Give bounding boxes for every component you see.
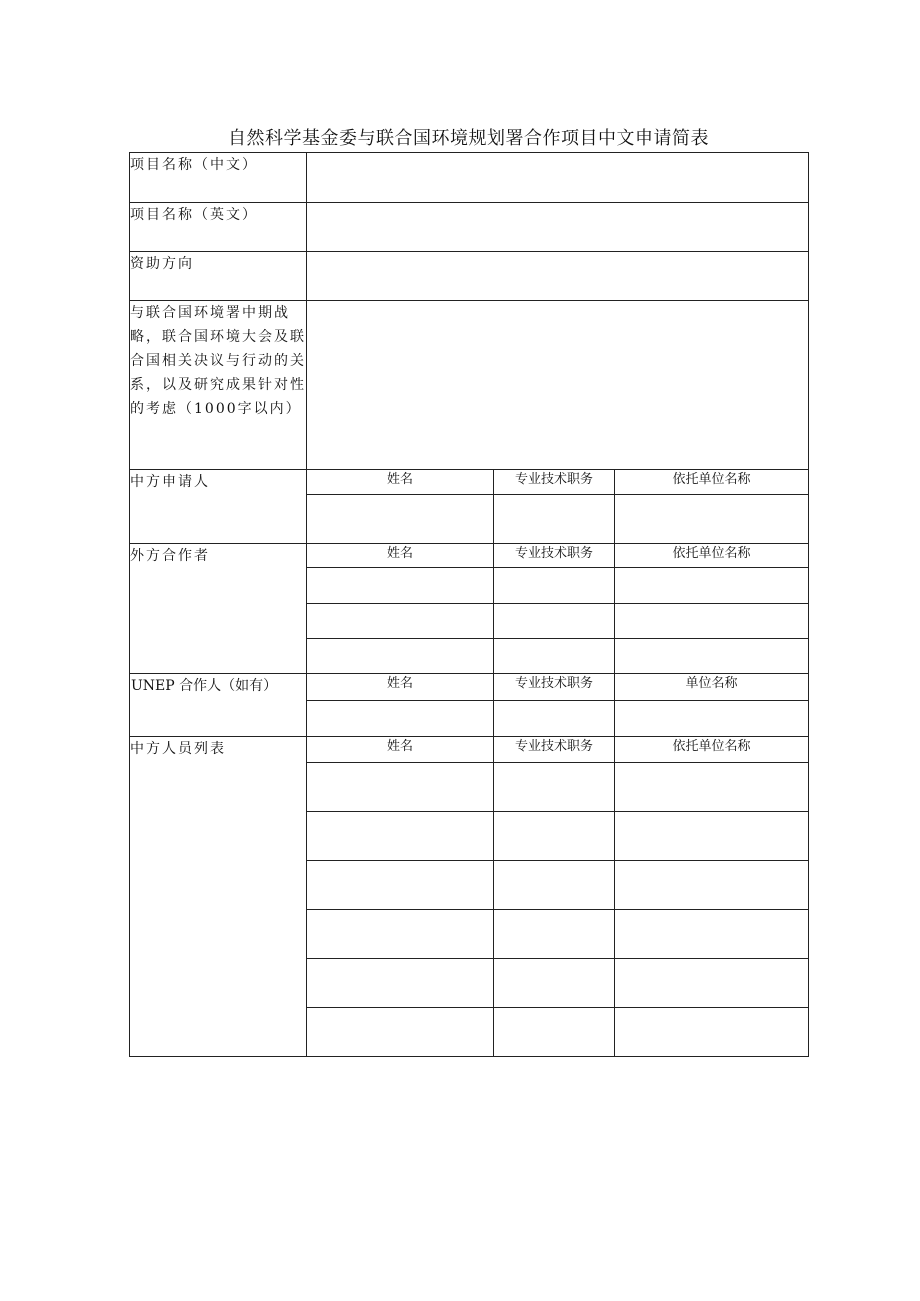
col-org-header: 依托单位名称	[615, 470, 809, 495]
col-title-header: 专业技术职务	[494, 470, 615, 495]
title-cell[interactable]	[494, 763, 615, 812]
name-cell[interactable]	[307, 604, 494, 639]
funding-direction-field[interactable]	[307, 252, 809, 301]
col-org-header: 单位名称	[615, 674, 809, 701]
project-name-cn-label: 项目名称（中文）	[130, 153, 307, 203]
cn-personnel-header-row	[130, 737, 809, 763]
name-cell[interactable]	[307, 639, 494, 674]
cn-applicant-header-row	[130, 470, 809, 495]
row-project-name-cn	[130, 153, 809, 203]
col-name-header: 姓名	[307, 674, 494, 701]
name-cell[interactable]	[307, 812, 494, 861]
name-cell[interactable]	[307, 568, 494, 604]
org-cell[interactable]	[615, 763, 809, 812]
row-relevance	[130, 301, 809, 470]
project-name-cn-field[interactable]	[307, 153, 809, 203]
relevance-field[interactable]	[307, 301, 809, 470]
title-cell[interactable]	[494, 1008, 615, 1057]
title-cell[interactable]	[494, 812, 615, 861]
col-title-header: 专业技术职务	[494, 737, 615, 763]
unep-partner-label: UNEP 合作人（如有）	[130, 674, 307, 737]
org-cell[interactable]	[615, 701, 809, 737]
col-org-header: 依托单位名称	[615, 737, 809, 763]
foreign-partner-label: 外方合作者	[130, 544, 307, 674]
application-form-table	[129, 152, 809, 1057]
title-cell[interactable]	[494, 495, 615, 544]
cn-applicant-label: 中方申请人	[130, 470, 307, 544]
org-cell[interactable]	[615, 604, 809, 639]
title-cell[interactable]	[494, 910, 615, 959]
org-cell[interactable]	[615, 959, 809, 1008]
col-title-header: 专业技术职务	[494, 544, 615, 568]
title-cell[interactable]	[494, 604, 615, 639]
org-cell[interactable]	[615, 639, 809, 674]
name-cell[interactable]	[307, 1008, 494, 1057]
cn-personnel-label: 中方人员列表	[130, 737, 307, 1057]
title-cell[interactable]	[494, 568, 615, 604]
org-cell[interactable]	[615, 568, 809, 604]
unep-partner-header-row	[130, 674, 809, 701]
name-cell[interactable]	[307, 910, 494, 959]
foreign-partner-header-row	[130, 544, 809, 568]
org-cell[interactable]	[615, 861, 809, 910]
col-title-header: 专业技术职务	[494, 674, 615, 701]
row-funding-direction	[130, 252, 809, 301]
title-cell[interactable]	[494, 959, 615, 1008]
org-cell[interactable]	[615, 495, 809, 544]
document-title: 自然科学基金委与联合国环境规划署合作项目中文申请简表	[228, 128, 709, 149]
project-name-en-label: 项目名称（英文）	[130, 203, 307, 252]
title-cell[interactable]	[494, 639, 615, 674]
name-cell[interactable]	[307, 959, 494, 1008]
funding-direction-label: 资助方向	[130, 252, 307, 301]
title-cell[interactable]	[494, 701, 615, 737]
col-name-header: 姓名	[307, 544, 494, 568]
row-project-name-en	[130, 203, 809, 252]
project-name-en-field[interactable]	[307, 203, 809, 252]
col-org-header: 依托单位名称	[615, 544, 809, 568]
col-name-header: 姓名	[307, 737, 494, 763]
name-cell[interactable]	[307, 763, 494, 812]
org-cell[interactable]	[615, 1008, 809, 1057]
title-cell[interactable]	[494, 861, 615, 910]
name-cell[interactable]	[307, 495, 494, 544]
col-name-header: 姓名	[307, 470, 494, 495]
org-cell[interactable]	[615, 910, 809, 959]
name-cell[interactable]	[307, 701, 494, 737]
name-cell[interactable]	[307, 861, 494, 910]
relevance-label: 与联合国环境署中期战略，联合国环境大会及联合国相关决议与行动的关系，以及研究成果针对性的考虑（1000字以内）	[130, 301, 307, 470]
org-cell[interactable]	[615, 812, 809, 861]
